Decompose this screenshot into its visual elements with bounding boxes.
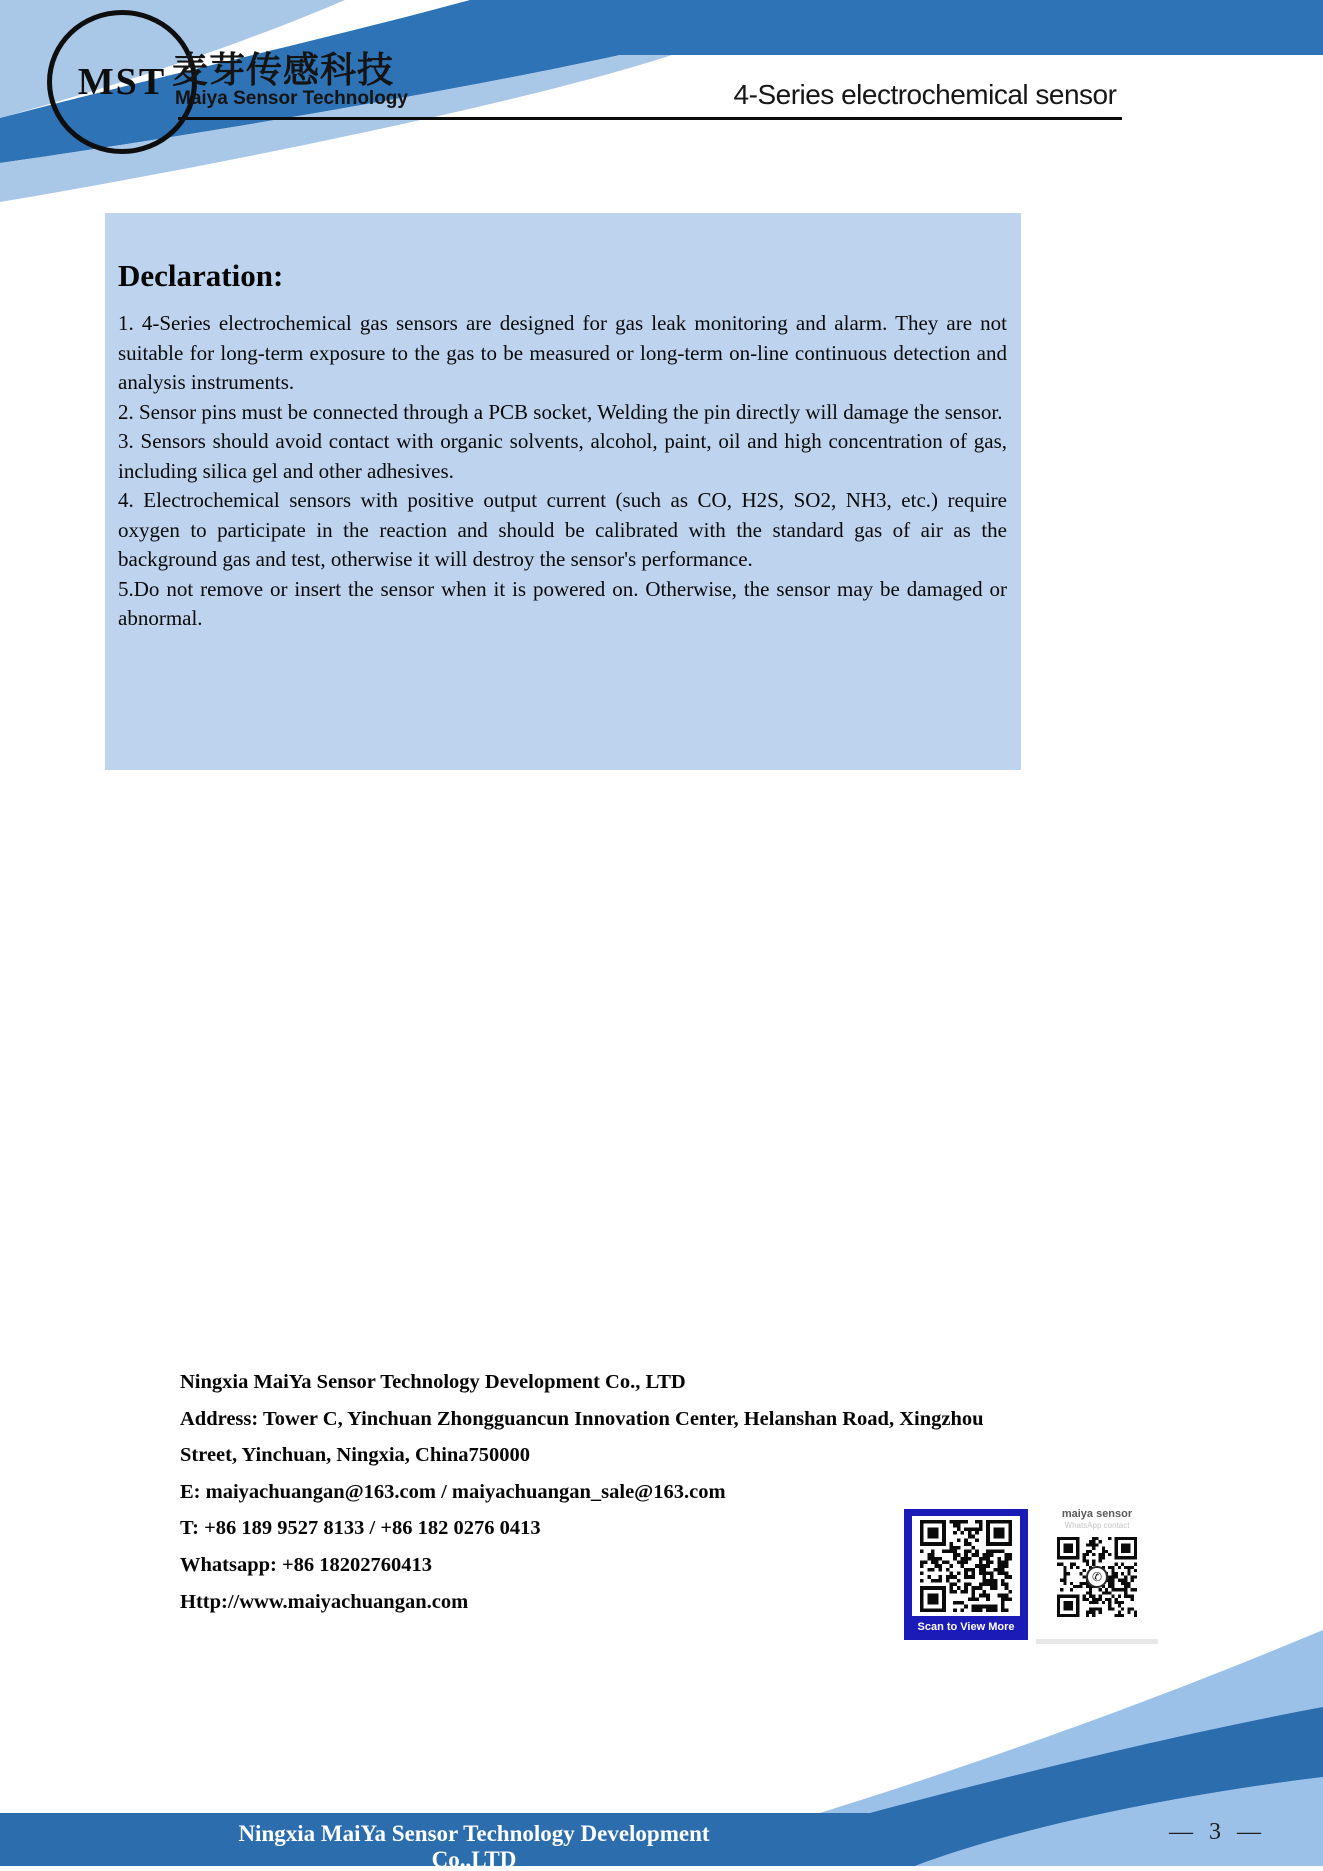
qr-whatsapp-title: maiya sensor (1061, 1508, 1133, 1520)
contact-address-line-1: Address: Tower C, Yinchuan Zhongguancun Innovation Center, Helanshan Road, Xingzhou (180, 1407, 984, 1430)
whatsapp-phone-icon: ✆ (1086, 1566, 1108, 1588)
declaration-item: 3. Sensors should avoid contact with organic solvents, alcohol, paint, oil and high concentration of gas, including silica gel and other adhesives. (118, 429, 1007, 483)
contact-whatsapp-line: Whatsapp: +86 18202760413 (180, 1553, 433, 1576)
declaration-box (105, 213, 1021, 770)
declaration-item: 5.Do not remove or insert the sensor when it is powered on. Otherwise, the sensor may be damaged or abnormal. (118, 576, 1007, 630)
company-name-chinese: 麦芽传感科技 (172, 49, 395, 90)
mst-logo-abbr: MST (77, 61, 167, 103)
qr-scan-label: Scan to View More (917, 1621, 1015, 1633)
header-underline (178, 117, 1122, 120)
declaration-item: 2. Sensor pins must be connected through a PCB socket, Welding the pin directly will damage the sensor. (118, 399, 1003, 424)
qr-code-whatsapp-card (1036, 1499, 1158, 1644)
company-name-english: Maiya Sensor Technology (175, 88, 408, 109)
qr-code-image (912, 1516, 1020, 1616)
qr-whatsapp-subtitle: WhatsApp contact (1064, 1521, 1130, 1530)
contact-address-line-2: Street, Yinchuan, Ningxia, China750000 (180, 1444, 531, 1467)
document-title: 4-Series electrochemical sensor (733, 79, 1117, 110)
page-number: — 3 — (1169, 1819, 1261, 1845)
contact-company-line: Ningxia MaiYa Sensor Technology Development Co., LTD (180, 1371, 686, 1393)
declaration-item: 4. Electrochemical sensors with positive output current (such as CO, H2S, SO2, NH3, etc.) require oxygen to participate in the reaction and should be calibrated with the standard gas of air as the background gas and test, otherwise it will destroy the sensor's performance. (118, 488, 1007, 571)
declaration-heading: Declaration: (118, 258, 284, 293)
header-curves (0, 0, 1323, 230)
declaration-item: 1. 4-Series electrochemical gas sensors are designed for gas leak monitoring and alarm. They are not suitable for long-term exposure to the gas to be measured or long-term on-line continuous detection and analysis instruments. (118, 311, 1007, 394)
qr-code-image (1057, 1537, 1137, 1617)
qr-code-scan-to-view-more (904, 1509, 1028, 1640)
contact-block (180, 1364, 984, 1620)
contact-email-line: E: maiyachuangan@163.com / maiyachuangan_sale@163.com (180, 1480, 726, 1503)
qr-code-icon (918, 1520, 1014, 1612)
contact-website-line: Http://www.maiyachuangan.com (180, 1590, 469, 1613)
footer-company-name: Ningxia MaiYa Sensor Technology Development Co.,LTD (238, 1821, 710, 1871)
contact-phone-line: T: +86 189 9527 8133 / +86 182 0276 0413 (180, 1517, 541, 1540)
